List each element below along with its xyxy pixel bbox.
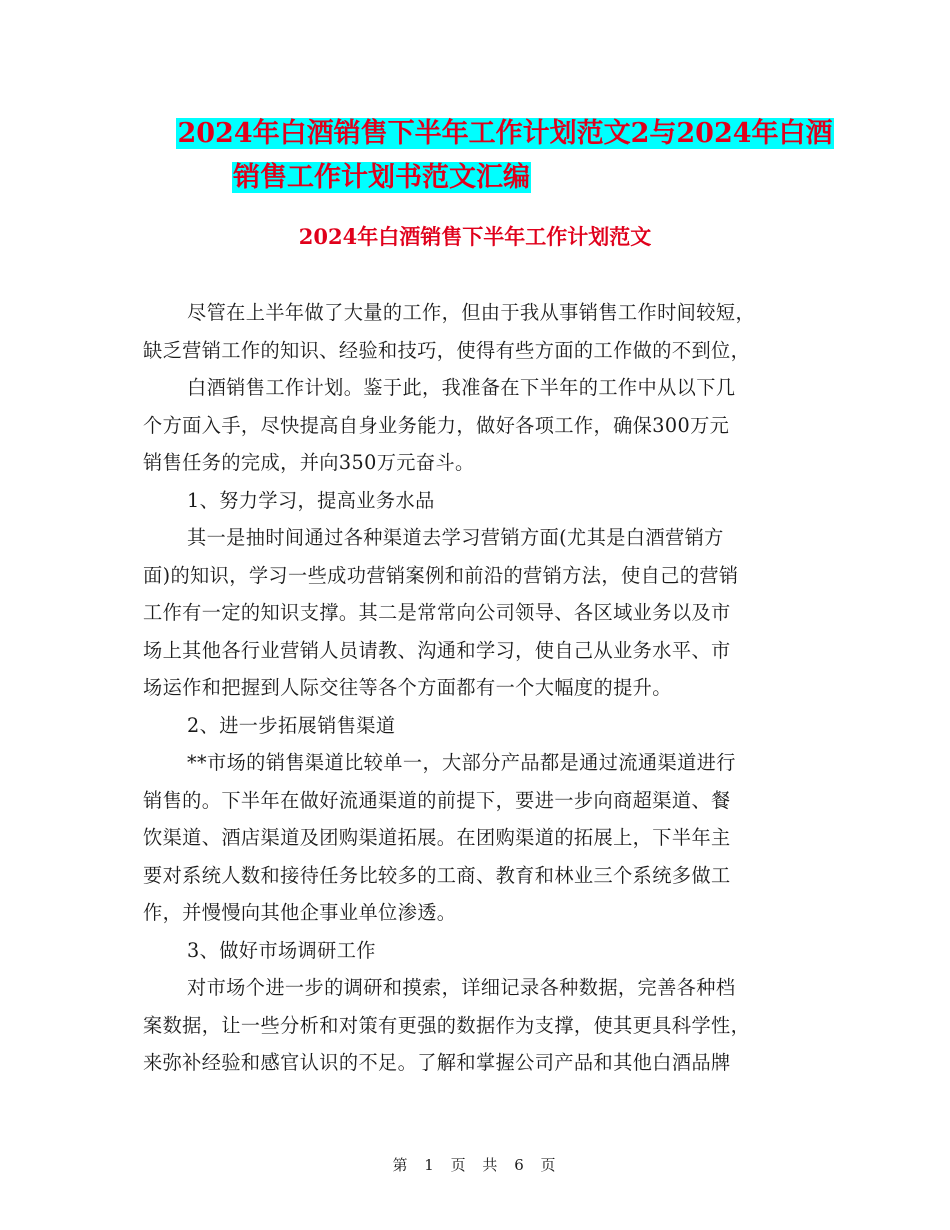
title-highlight-2: 销售工作计划书范文汇编 (233, 162, 530, 193)
footer-label-page: 第 (392, 1156, 410, 1174)
body-line: **市场的销售渠道比较单一，大部分产品都是通过流通渠道进行 (187, 751, 736, 774)
body-line: 饮渠道、酒店渠道及团购渠道拓展。在团购渠道的拓展上，下半年主 (143, 826, 731, 849)
document-title (0, 112, 950, 200)
document-title-line-2 (0, 156, 950, 200)
footer-label-ye2: 页 (540, 1156, 558, 1174)
footer-label-total: 共 (482, 1156, 500, 1174)
body-line: 要对系统人数和接待任务比较多的工商、教育和林业三个系统多做工 (143, 863, 731, 887)
body-line: 场上其他各行业营销人员请教、沟通和学习，使自己从业务水平、市 (143, 638, 731, 662)
body-line: 销售的。下半年在做好流通渠道的前提下，要进一步向商超渠道、餐 (143, 788, 731, 812)
body-line: 工作有一定的知识支撑。其二是常常向公司领导、各区域业务以及市 (143, 601, 731, 624)
body-line: 案数据，让一些分析和对策有更强的数据作为支撑，使其更具科学性， (143, 1013, 751, 1037)
body-line: 作，并慢慢向其他企事业单位渗透。 (143, 901, 457, 924)
body-line: 白酒销售工作计划。鉴于此，我准备在下半年的工作中从以下几 (187, 376, 736, 399)
body-line: 对市场个进一步的调研和摸索，详细记录各种数据，完善各种档 (187, 976, 736, 999)
body-line: 其一是抽时间通过各种渠道去学习营销方面(尤其是白酒营销方 (187, 526, 724, 549)
body-line: 个方面入手，尽快提高自身业务能力，做好各项工作，确保300万元 (143, 413, 730, 437)
page-footer (0, 1153, 950, 1177)
body-line: 3、做好市场调研工作 (187, 938, 376, 962)
document-title-line-1 (0, 112, 950, 156)
body-line: 来弥补经验和感官认识的不足。了解和掌握公司产品和其他白酒品牌 (143, 1051, 731, 1074)
body-line: 缺乏营销工作的知识、经验和技巧，使得有些方面的工作做的不到位， (143, 338, 751, 362)
body-line: 销售任务的完成，并向350万元奋斗。 (143, 451, 475, 474)
body-line: 1、努力学习，提高业务水品 (187, 488, 435, 512)
body-line: 尽管在上半年做了大量的工作，但由于我从事销售工作时间较短， (187, 301, 756, 324)
footer-label-ye: 页 (450, 1156, 468, 1174)
title-highlight-1: 2024年白酒销售下半年工作计划范文2与2024年白酒 (177, 118, 833, 149)
section-heading: 2024年白酒销售下半年工作计划范文 (298, 224, 652, 249)
footer-current-page: 1 (424, 1156, 436, 1174)
body-line: 2、进一步拓展销售渠道 (187, 713, 396, 737)
body-text (143, 294, 808, 1082)
footer-total-pages: 6 (514, 1156, 526, 1174)
body-line: 场运作和把握到人际交往等各个方面都有一个大幅度的提升。 (143, 676, 672, 699)
body-line: 面)的知识，学习一些成功营销案例和前沿的营销方法，使自己的营销 (143, 563, 739, 587)
